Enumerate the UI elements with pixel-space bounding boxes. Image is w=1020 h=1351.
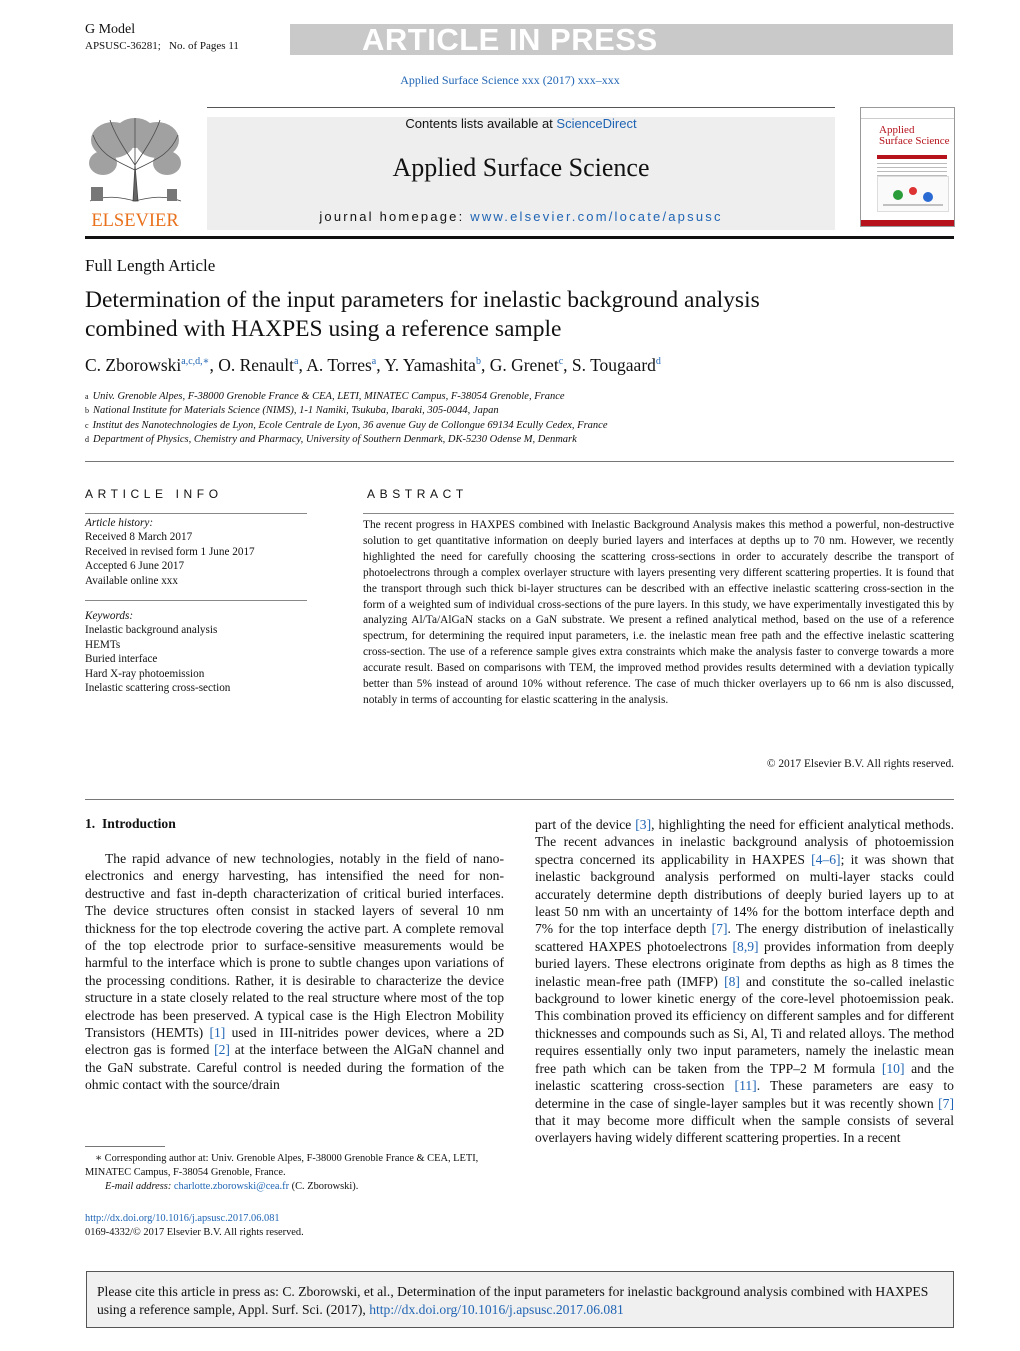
elsevier-logo (85, 115, 185, 230)
affiliation: $^c$ Institut des Nanotechnologies de Lyon, Ecole Centrale de Lyon, 36 avenue Guy de Collongue 69134 Ecully Cedex, France (85, 419, 608, 431)
author-affil-marks[interactable]: d (655, 356, 661, 368)
footnote-rule (85, 1146, 165, 1147)
journal-cover (860, 107, 955, 227)
abstract-heading: ABSTRACT (367, 487, 468, 501)
article-history (85, 516, 307, 588)
affiliations (85, 390, 607, 447)
cover-title-line2: Surface Science (879, 135, 950, 147)
history-label: Article history: (85, 517, 154, 529)
abstract-copyright: © 2017 Elsevier B.V. All rights reserved. (766, 758, 954, 770)
author-list: C. Zborowski$^{a,c,d,∗}$, O. Renault$^a$, A. Torres$^a$, Y. Yamashita$^b$, G. Grenet$^c$, S. Tougaard$^d$ (85, 355, 661, 375)
ref-link[interactable]: [4–6] (811, 851, 841, 867)
keyword: Buried interface (85, 653, 158, 666)
keyword: Hard X-ray photoemission (85, 667, 205, 680)
history-item: Received in revised form 1 June 2017 (85, 545, 255, 558)
affiliation: $^b$ National Institute for Materials Science (NIMS), 1-1 Namiki, Tsukuba, Ibaraki, 305-0044, Japan (85, 405, 499, 417)
journal-title: Applied Surface Science (392, 153, 650, 182)
contents-prefix: Contents lists available at (405, 116, 557, 131)
keyword: Inelastic scattering cross-section (85, 682, 231, 695)
article-in-press-banner (290, 24, 953, 55)
header-rule (207, 107, 835, 108)
ref-link[interactable]: [3] (635, 817, 652, 832)
affiliation: $^a$ Univ. Grenoble Alpes, F-38000 Grenoble France & CEA, LETI, MINATEC Campus, F-38054 Grenoble, France (85, 391, 565, 402)
keyword: Inelastic background analysis (85, 624, 218, 637)
author-affil-marks[interactable]: b (475, 356, 481, 368)
intro-paragraph-col1: The rapid advance of new technologies, notably in the field of nano-electronics and energy harvesting, has intensified the need for non-destructive and fast in-depth characterization of critical buried interfaces. The device structures often consist in stacked layers of several 10 nm thickness for the top electrode covering the active part. A complete removal of the top electrode prior to surface-sensitive measurements would be harmful to the interface which is prone to subtle changes upon variations of the processing conditions. Rather, it is desirable to characterize the device structure in a state closely related to the real structure where most of the top electrode has been preserved. A typical case is the High Electron Mobility Transistors (HEMTs) [1] used in III-nitrides power devices, where a 2D electron gas is formed [2] at the interface between the AlGaN channel and the GaN substrate. Careful control is needed during the formation of the ohmic contact with the source/drain (85, 851, 505, 1093)
author[interactable]: O. Renault (218, 355, 295, 375)
author[interactable]: S. Tougaard (571, 355, 656, 375)
author-affil-marks[interactable]: a,c,d,∗ (181, 356, 210, 368)
article-title: Determination of the input parameters for inelastic background analysis combined with HAXPES using a reference sample (85, 287, 760, 342)
elsevier-tree-icon (85, 115, 185, 230)
homepage-prefix: journal homepage: (319, 209, 471, 224)
citation-box: Please cite this article in press as: C. Zborowski, et al., Determination of the input parameters for inelastic background analysis combined with HAXPES using a reference sample, Appl. Surf. Sci. (2017), http://dx.doi.org/10.1016/j.apsusc.2017.06.081 (86, 1271, 954, 1328)
citation-doi-link[interactable]: http://dx.doi.org/10.1016/j.apsusc.2017.06.081 (369, 1301, 624, 1317)
abstract-rule (85, 799, 954, 800)
sciencedirect-link[interactable]: ScienceDirect (556, 116, 637, 131)
keywords-label: Keywords: (85, 610, 134, 622)
ref-link[interactable]: [8] (724, 973, 740, 989)
page-count: APSUSC-36281; No. of Pages 11 (85, 40, 239, 52)
title-rule (85, 461, 954, 462)
author-affil-marks[interactable]: c (558, 356, 564, 368)
history-item: Received 8 March 2017 (85, 531, 193, 544)
ref-link[interactable]: [8,9] (732, 938, 759, 954)
article-type: Full Length Article (85, 256, 216, 275)
doi-block (85, 1212, 304, 1240)
keywords (85, 609, 307, 695)
ref-link[interactable]: [2] (214, 1042, 230, 1058)
affiliation: $^d$ Department of Physics, Chemistry and Pharmacy, University of Southern Denmark, DK-5230 Odense M, Denmark (85, 433, 577, 445)
author[interactable]: A. Torres (306, 355, 372, 375)
doi-link[interactable]: http://dx.doi.org/10.1016/j.apsusc.2017.06.081 (85, 1213, 280, 1224)
ref-link[interactable]: [1] (209, 1025, 226, 1041)
manuscript-ref (85, 22, 239, 54)
author-affil-marks[interactable]: a (371, 356, 377, 368)
cover-image (877, 176, 949, 212)
ref-link[interactable]: [7] (938, 1095, 954, 1111)
journal-reference[interactable]: Applied Surface Science xxx (2017) xxx–xxx (400, 73, 620, 87)
abstract-text: The recent progress in HAXPES combined with Inelastic Background Analysis makes this method a powerful, non-destructive solution to get quantitative information on deeply buried layers and interfaces at depths up to 70 nm. However, we recently highlighted the need for carefully choosing the scattering cross-sections in order to accurately describe the transport of photoelectrons through a complex overlayer structure with layers presenting very different scattering properties. It is found that the transport through such thick bi-layer structures can be described with an effective inelastic scattering cross-section in the form of a weighted sum of individual cross-sections of the pure layers. In this study, we have experimentally investigated this by analyzing Al/Ta/AlGaN stacks on a GaN substrate. We present a refined analytical method, based on the use of a reference spectrum, for determining the required input parameters, i.e. the inelastic mean free path and the effective inelastic scattering cross-section. The use of a reference sample gives extra constraints which make the analysis faster to converge towards a more accurate result. Based on comparisons with TEM, the improved method provides results determined with a deviation typically better than 5% instead of around 10% without reference. The case of much thicker overlayers up to 66 nm is also discussed, notably in terms of accounting for elastic scattering in the analysis. (363, 519, 954, 706)
author-affil-marks[interactable]: a (294, 356, 299, 368)
keyword: HEMTs (85, 638, 121, 651)
journal-homepage (207, 209, 835, 224)
homepage-link[interactable]: www.elsevier.com/locate/apsusc (470, 209, 723, 224)
history-item: Available online xxx (85, 574, 178, 587)
email-link[interactable]: charlotte.zborowski@cea.fr (173, 1181, 290, 1192)
corresponding-author-footnote: ∗ Corresponding author at: Univ. Grenoble Alpes, F-38000 Grenoble France & CEA, LETI, MINATEC Campus, F-38054 Grenoble, France. E-mail address: charlotte.zborowski@cea.fr (C. Zborowski). (85, 1153, 479, 1192)
intro-paragraph-col2: part of the device [3], highlighting the need for efficient analytical methods. The recent advances in inelastic background analysis of photoemission spectra concerned its applicability in HAXPES [4–6]; it was shown that inelastic background analysis performed on multi-layer stacks could accurately determine depth distributions of deeply buried layers up to at least 50 nm with an uncertainty of 14% for the bottom interface depth and 7% for the top interface depth [7]. The energy distribution of inelastically scattered HAXPES photoelectrons [8,9] provides information from deeply buried layers. These electrons originate from depths as high as 8 times the inelastic mean-free path (IMFP) [8] and constitute the so-called inelastic background to lower kinetic energy of the core-level photoemission peak. This combination proved its efficiency on different samples and for different thicknesses and compounds such as Si, Al, Ti and related alloys. The method requires essentially only two input parameters, namely the inelastic mean free path which can be taken from the TPP–2 M formula [10] and the inelastic scattering cross-section [11]. These parameters are easy to determine in the case of single-layer samples but it was recently shown [7] that it may become more difficult when the sample consists of several overlayers having widely different scattering properties. In a recent (535, 817, 954, 1146)
gmodel-label: G Model (85, 22, 136, 37)
section-heading-introduction: 1. Introduction (85, 816, 176, 831)
cover-title-line1: Applied (879, 124, 915, 136)
author[interactable]: Y. Yamashita (384, 355, 476, 375)
author[interactable]: C. Zborowski (85, 355, 182, 375)
publisher-wordmark: ELSEVIER (91, 211, 179, 230)
history-item: Accepted 6 June 2017 (85, 560, 185, 573)
contents-line (207, 116, 835, 131)
banner-text: ARTICLE IN PRESS (362, 22, 658, 57)
issn-line: 0169-4332/© 2017 Elsevier B.V. All rights reserved. (85, 1227, 304, 1238)
ref-link[interactable]: [10] (881, 1060, 905, 1076)
article-info-heading: ARTICLE INFO (85, 487, 223, 501)
cover-figure-icon (878, 177, 948, 211)
author[interactable]: G. Grenet (489, 355, 559, 375)
ref-link[interactable]: [7] (711, 921, 728, 937)
ref-link[interactable]: [11] (734, 1078, 757, 1094)
masthead-rule (85, 236, 954, 239)
